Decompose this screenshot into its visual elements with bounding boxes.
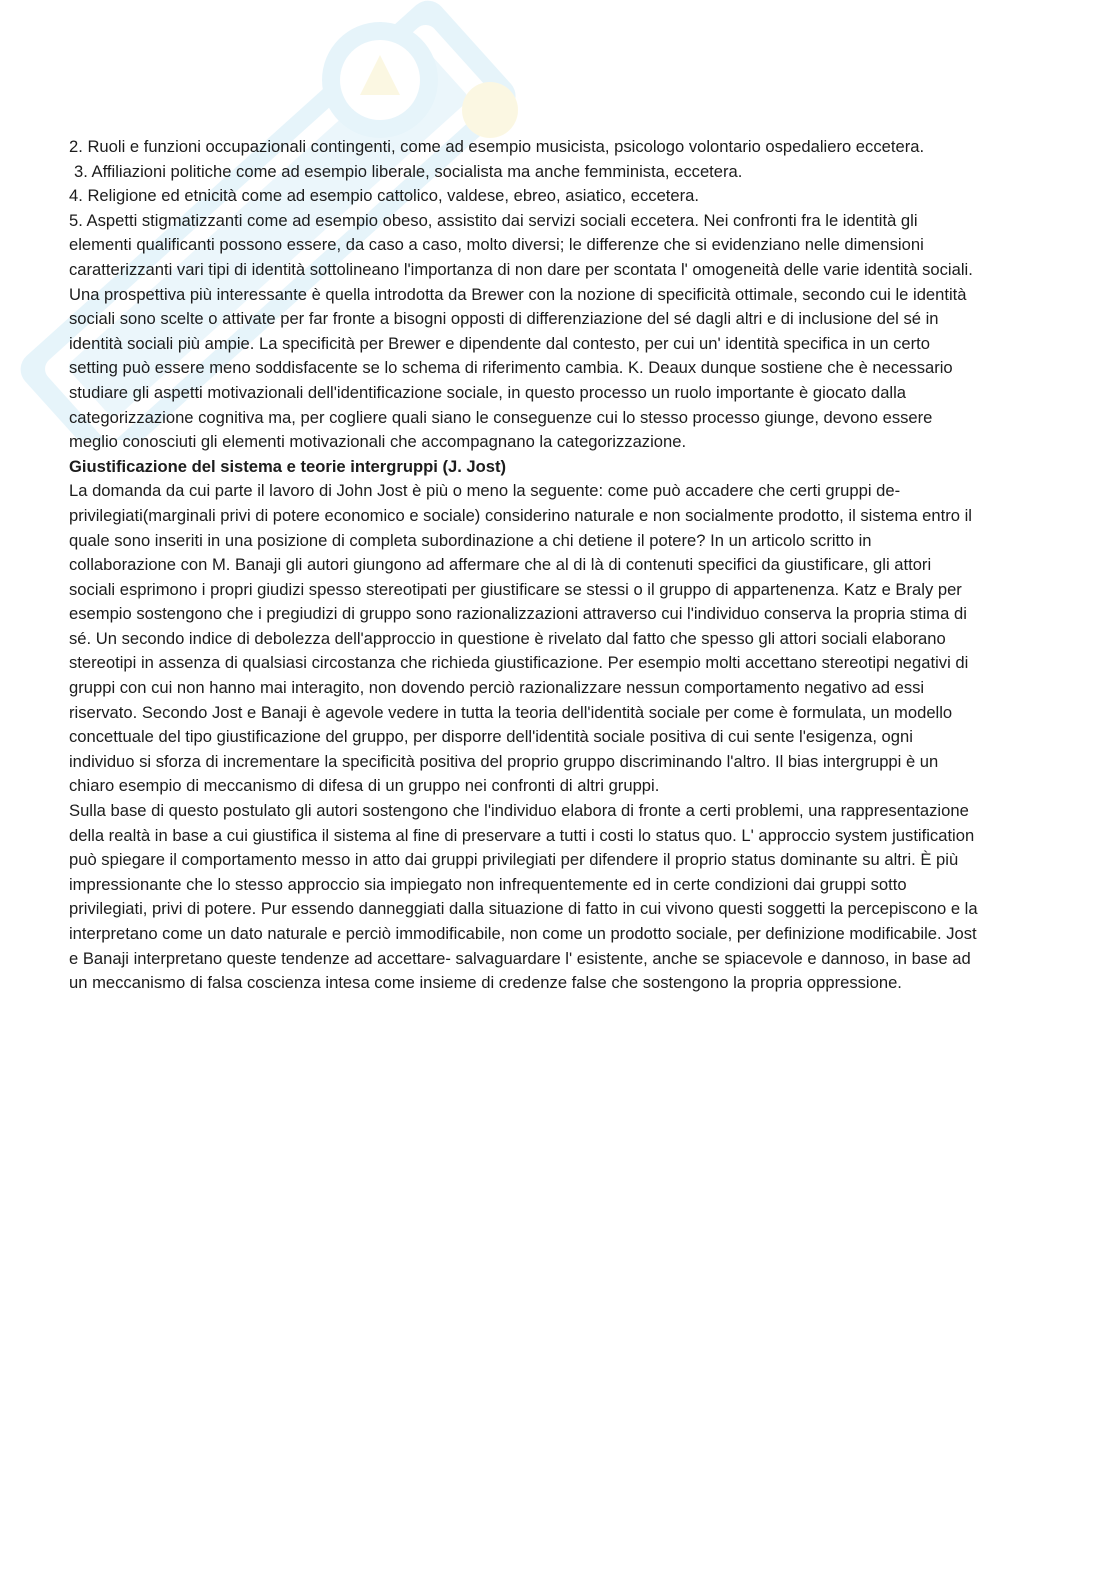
document-body xyxy=(69,135,981,996)
paragraph-jost-question: La domanda da cui parte il lavoro di John Jost è più o meno la seguente: come può accadere che certi gruppi de-privilegiati(marginali privi di potere economico e sociale) considerino naturale e non socialmente prodotto, il sistema entro il quale sono inseriti in una posizione di completa subordinazione a chi detiene il potere? In un articolo scritto in collaborazione con M. Banaji gli autori giungono ad affermare che al di là di contenuti specifici da giustificare, gli attori sociali esprimono i propri giudizi spesso stereotipati per giustificare se stessi o il gruppo di appartenenza. Katz e Braly per esempio sostengono che i pregiudizi di gruppo sono razionalizzazioni attraverso cui l'individuo conserva la propria stima di sé. Un secondo indice di debolezza dell'approccio in questione è rivelato dal fatto che spesso gli attori sociali elaborano stereotipi in assenza di qualsiasi circostanza che richieda giustificazione. Per esempio molti accettano stereotipi negativi di gruppi con cui non hanno mai interagito, non dovendo perciò razionalizzare nessun comportamento negativo ad essi riservato. Secondo Jost e Banaji è agevole vedere in tutta la teoria dell'identità sociale per come è formulata, un modello concettuale del tipo giustificazione del gruppo, per disporre dell'identità sociale positiva di cui sente l'esigenza, ogni individuo si sforza di incrementare la specificità positiva del proprio gruppo discriminando l'altro. Il bias intergruppi è un chiaro esempio di meccanismo di difesa di un gruppo nei confronti di altri gruppi. xyxy=(69,481,972,796)
paragraph-list-item-5: 5. Aspetti stigmatizzanti come ad esempio obeso, assistito dai servizi sociali eccetera. Nei confronti fra le identità gli elementi qualificanti possono essere, da caso a caso, molto diversi; le differenze che si evidenziano nelle dimensioni caratterizzanti vari tipi di identità sottolineano l'importanza di non dare per scontata l' omogeneità delle varie identità sociali. Una prospettiva più interessante è quella introdotta da Brewer con la nozione di specificità ottimale, secondo cui le identità sociali sono scelte o attivate per far fronte a bisogni opposti di differenziazione del sé dagli altri e di inclusione del sé in identità sociali più ampie. La specificità per Brewer e dipendente dal contesto, per cui un' identità specifica in un certo setting può essere meno soddisfacente se lo schema di riferimento cambia. K. Deaux dunque sostiene che è necessario studiare gli aspetti motivazionali dell'identificazione sociale, in questo processo un ruolo importante è giocato dalla categorizzazione cognitiva ma, per cogliere quali siano le conseguenze cui lo stesso processo giunge, devono essere meglio conosciuti gli elementi motivazionali che accompagnano la categorizzazione. xyxy=(69,210,973,452)
paragraph-list-item-4: 4. Religione ed etnicità come ad esempio cattolico, valdese, ebreo, asiatico, eccetera. xyxy=(69,186,699,206)
paragraph-system-justification: Sulla base di questo postulato gli autori sostengono che l'individuo elabora di fronte a certi problemi, una rappresentazione della realtà in base a cui giustifica il sistema al fine di preservare a tutti i costi lo status quo. L' approccio system justification può spiegare il comportamento messo in atto dai gruppi privilegiati per difendere il proprio status dominante su altri. È più impressionante che lo stesso approccio sia impiegato non infrequentemente ed in certe condizioni dai gruppi sotto privilegiati, privi di potere. Pur essendo danneggiati dalla situazione di fatto in cui vivono questi soggetti la percepiscono e la interpretano come un dato naturale e perciò immodificabile, non come un prodotto sociale, per definizione modificabile. Jost e Banaji interpretano queste tendenze ad accettare- salvaguardare l' esistente, anche se spiacevole e dannoso, in base ad un meccanismo di falsa coscienza intesa come insieme di credenze false che sostengono la propria oppressione. xyxy=(69,801,978,993)
section-heading: Giustificazione del sistema e teorie intergruppi (J. Jost) xyxy=(69,456,507,476)
paragraph-list-item-3: 3. Affiliazioni politiche come ad esempio liberale, socialista ma anche femminista, eccetera. xyxy=(74,161,743,181)
paragraph-list-item-2: 2. Ruoli e funzioni occupazionali contingenti, come ad esempio musicista, psicologo volontario ospedaliero eccetera. xyxy=(69,137,925,156)
